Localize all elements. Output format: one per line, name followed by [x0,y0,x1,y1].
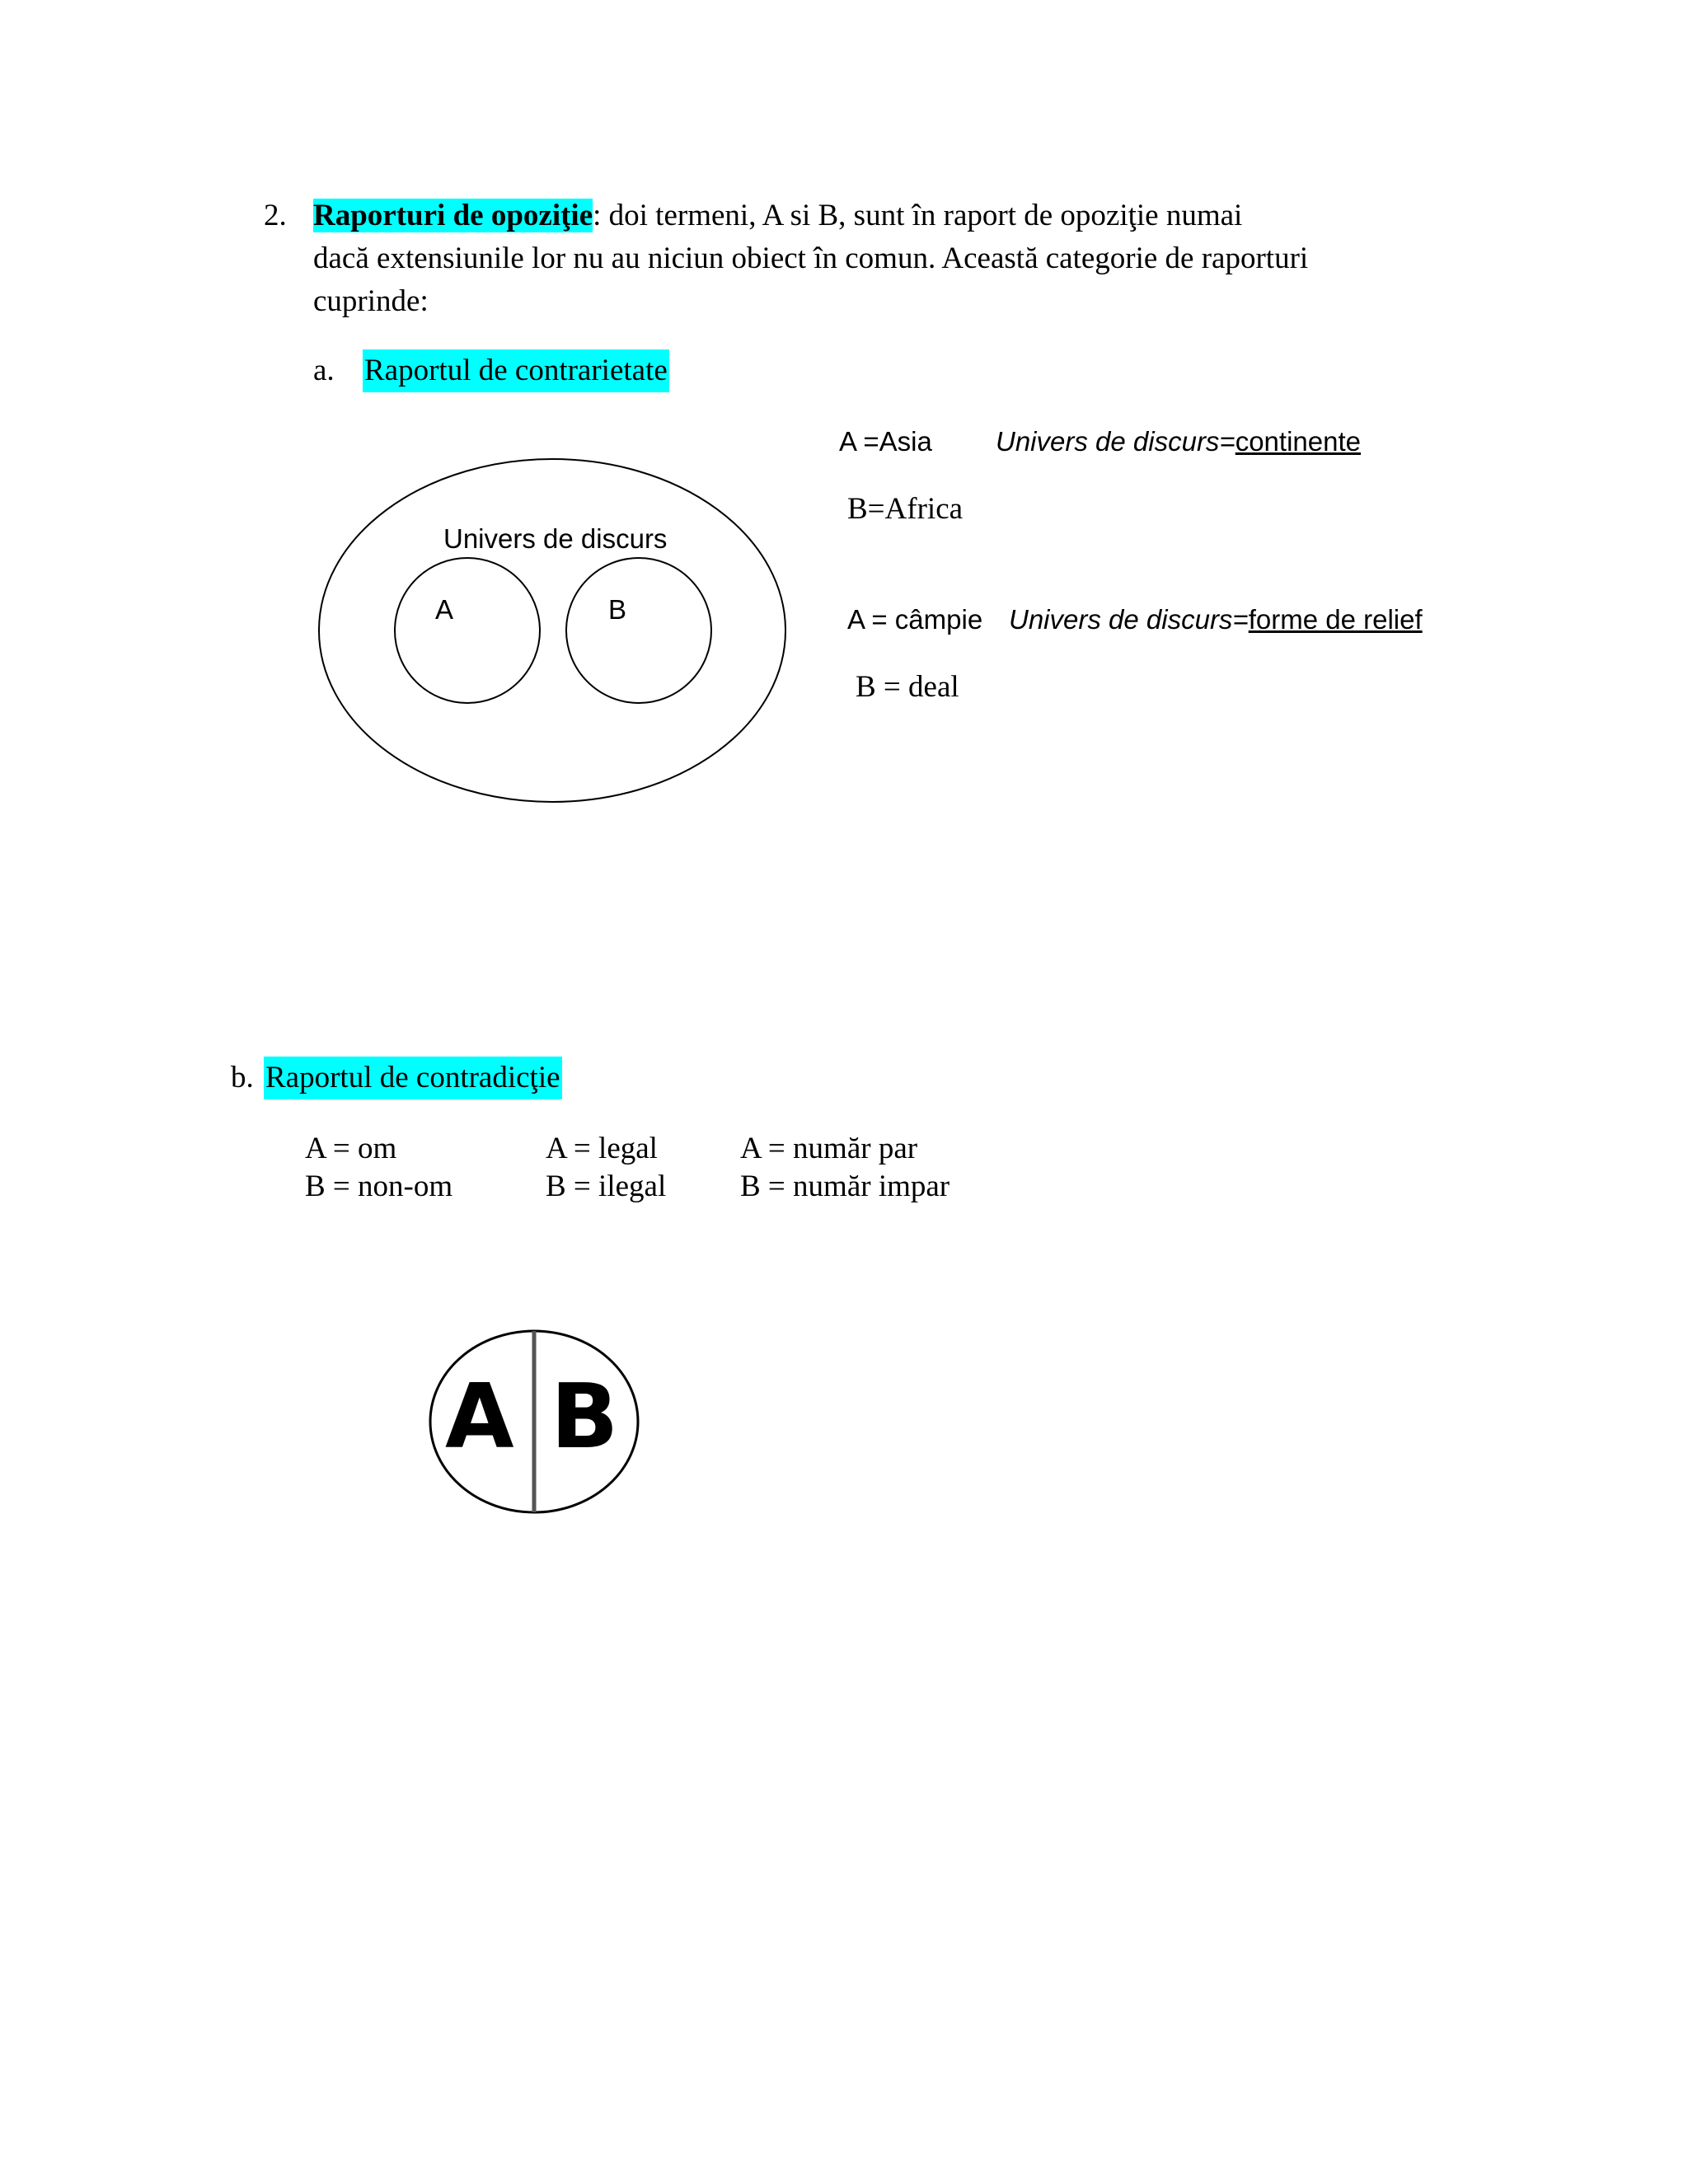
universe-ellipse [319,459,785,802]
set-a-label: A [435,594,454,625]
example2-universe-label: Univers de discurs= [1009,604,1249,635]
example2-universe-value: forme de relief [1248,604,1423,635]
contradiction-example3-b: B = număr impar [740,1169,950,1203]
contradiction-label-a: A [445,1366,514,1469]
example1-b: B=Africa [847,492,964,526]
example1-universe-value: continente [1235,426,1361,457]
contradiction-example2-b: B = ilegal [546,1169,667,1203]
example2-a: A = câmpie [847,604,983,635]
contradiction-example1-b: B = non-om [305,1169,453,1203]
contradiction-example2-a: A = legal [546,1132,658,1165]
sub-a-title: Raportul de contrarietate [363,349,669,392]
title-colon: : [593,199,602,232]
universe-label: Univers de discurs [443,523,668,554]
contradiction-example1-a: A = om [305,1132,397,1165]
intro-text-line1: doi termeni, A si B, sunt în raport de opoziţie numai [608,199,1243,232]
example2-b: B = deal [856,670,959,704]
section-title: Raporturi de opoziţie [313,199,593,232]
example1-universe-label: Univers de discurs= [996,426,1236,457]
set-b-label: B [608,594,627,625]
contradiction-example3-a: A = număr par [740,1132,918,1165]
list-number: 2. [264,199,287,232]
set-a-circle [395,558,540,703]
intro-text-line3: cuprinde: [313,284,429,318]
section-intro-line1 [313,194,1409,237]
contradiction-label-b: B [551,1366,619,1469]
sub-b-letter: b. [231,1061,254,1094]
sub-a-letter: a. [313,354,335,387]
example1-a: A =Asia [839,426,932,457]
example1-universe [996,424,1361,460]
example2-universe [1009,602,1423,638]
sub-b-title: Raportul de contradicţie [264,1057,562,1099]
set-b-circle [566,558,711,703]
intro-text-line2: dacă extensiunile lor nu au niciun obiect în comun. Această categorie de raporturi [313,241,1309,275]
